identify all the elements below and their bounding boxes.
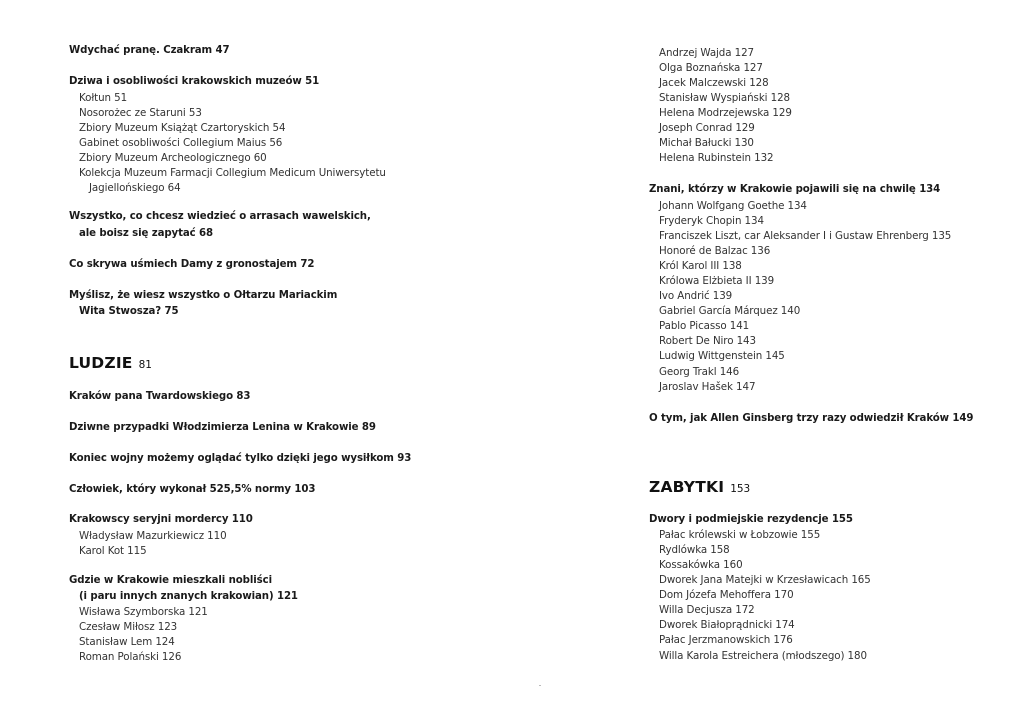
toc-entry-dama: Co skrywa uśmiech Damy z gronostajem 72 — [69, 259, 315, 270]
toc-entry-oltarz: Myślisz, że wiesz wszystko o Ołtarzu Mariackim — [69, 290, 338, 301]
toc-subentry: Kolekcja Muzeum Farmacji Collegium Medicum Uniwersytetu — [79, 167, 386, 179]
toc-entry-znani: Znani, którzy w Krakowie pojawili się na chwilę 134 — [649, 184, 941, 195]
toc-subentry: Ludwig Wittgenstein 145 — [659, 350, 785, 362]
toc-subentry: Pablo Picasso 141 — [659, 320, 750, 332]
toc-subentry: Jaroslav Hašek 147 — [659, 381, 756, 393]
toc-subentry: Dom Józefa Mehoffera 170 — [659, 589, 794, 601]
toc-subentry: Czesław Miłosz 123 — [79, 621, 178, 633]
toc-subentry: Stanisław Lem 124 — [79, 636, 175, 648]
toc-subentry: Georg Trakl 146 — [659, 366, 740, 378]
toc-entry-wojna: Koniec wojny możemy oglądać tylko dzięki jego wysiłkom 93 — [69, 453, 412, 464]
toc-subentry: Nosorożec ze Staruni 53 — [79, 107, 202, 119]
toc-entry-norma: Człowiek, który wykonał 525,5% normy 103 — [69, 484, 316, 495]
toc-subentry: Gabinet osobliwości Collegium Maius 56 — [79, 137, 283, 149]
toc-subentry: Kołtun 51 — [79, 92, 128, 104]
toc-subentry: Gabriel García Márquez 140 — [659, 305, 801, 317]
toc-subentry: Pałac królewski w Łobzowie 155 — [659, 529, 821, 541]
toc-subentry: Fryderyk Chopin 134 — [659, 215, 764, 227]
toc-subentry: Michał Bałucki 130 — [659, 137, 754, 149]
right-page — [512, 0, 1024, 715]
toc-subentry: Dworek Białoprądnicki 174 — [659, 619, 795, 631]
toc-subentry: Pałac Jerzmanowskich 176 — [659, 634, 793, 646]
section-label: LUDZIE — [69, 354, 133, 372]
toc-entry-mordercy: Krakowscy seryjni mordercy 110 — [69, 514, 253, 525]
toc-entry-nobliwi-continued: (i paru innych znanych krakowian) 121 — [79, 591, 298, 602]
toc-subentry: Władysław Mazurkiewicz 110 — [79, 530, 227, 542]
toc-subentry: Jacek Malczewski 128 — [659, 77, 769, 89]
section-page-number: 153 — [730, 483, 751, 495]
toc-entry-dwory: Dwory i podmiejskie rezydencje 155 — [649, 514, 853, 525]
toc-subentry: Roman Polański 126 — [79, 651, 182, 663]
toc-subentry: Helena Modrzejewska 129 — [659, 107, 792, 119]
scan-speck — [539, 685, 541, 686]
toc-subentry: Andrzej Wajda 127 — [659, 47, 754, 59]
toc-subentry: Dworek Jana Matejki w Krzesławicach 165 — [659, 574, 871, 586]
toc-subentry: Ivo Andrić 139 — [659, 290, 733, 302]
toc-entry-lenin: Dziwne przypadki Włodzimierza Lenina w Krakowie 89 — [69, 422, 376, 433]
section-heading-zabytki — [649, 480, 750, 496]
toc-subentry-continued: Jagiellońskiego 64 — [89, 182, 181, 194]
toc-subentry: Karol Kot 115 — [79, 545, 147, 557]
toc-subentry: Honoré de Balzac 136 — [659, 245, 771, 257]
toc-subentry: Helena Rubinstein 132 — [659, 152, 774, 164]
toc-entry-arrasy: Wszystko, co chcesz wiedzieć o arrasach wawelskich, — [69, 211, 371, 222]
toc-subentry: Królowa Elżbieta II 139 — [659, 275, 775, 287]
toc-entry-twardowski: Kraków pana Twardowskiego 83 — [69, 391, 251, 402]
toc-entry-oltarz-continued: Wita Stwosza? 75 — [79, 306, 179, 317]
toc-subentry: Robert De Niro 143 — [659, 335, 756, 347]
toc-subentry: Wisława Szymborska 121 — [79, 606, 208, 618]
toc-subentry: Olga Boznańska 127 — [659, 62, 763, 74]
toc-subentry: Zbiory Muzeum Książąt Czartoryskich 54 — [79, 122, 286, 134]
toc-subentry: Johann Wolfgang Goethe 134 — [659, 200, 807, 212]
toc-subentry: Joseph Conrad 129 — [659, 122, 755, 134]
toc-entry-arrasy-continued: ale boisz się zapytać 68 — [79, 228, 214, 239]
toc-subentry: Król Karol III 138 — [659, 260, 742, 272]
toc-entry-ginsberg: O tym, jak Allen Ginsberg trzy razy odwiedził Kraków 149 — [649, 413, 974, 424]
toc-subentry: Willa Karola Estreichera (młodszego) 180 — [659, 650, 867, 662]
toc-subentry: Willa Decjusza 172 — [659, 604, 755, 616]
section-label: ZABYTKI — [649, 478, 725, 496]
toc-subentry: Kossakówka 160 — [659, 559, 743, 571]
toc-subentry: Zbiory Muzeum Archeologicznego 60 — [79, 152, 267, 164]
section-page-number: 81 — [138, 359, 152, 371]
toc-subentry: Stanisław Wyspiański 128 — [659, 92, 790, 104]
section-heading-ludzie — [69, 356, 152, 372]
toc-entry-dziwa: Dziwa i osobliwości krakowskich muzeów 51 — [69, 76, 320, 87]
toc-subentry: Rydlówka 158 — [659, 544, 730, 556]
toc-entry-nobliwi: Gdzie w Krakowie mieszkali nobliści — [69, 575, 272, 586]
toc-entry-wdychac: Wdychać pranę. Czakram 47 — [69, 45, 230, 56]
toc-subentry: Franciszek Liszt, car Aleksander I i Gustaw Ehrenberg 135 — [659, 230, 952, 242]
